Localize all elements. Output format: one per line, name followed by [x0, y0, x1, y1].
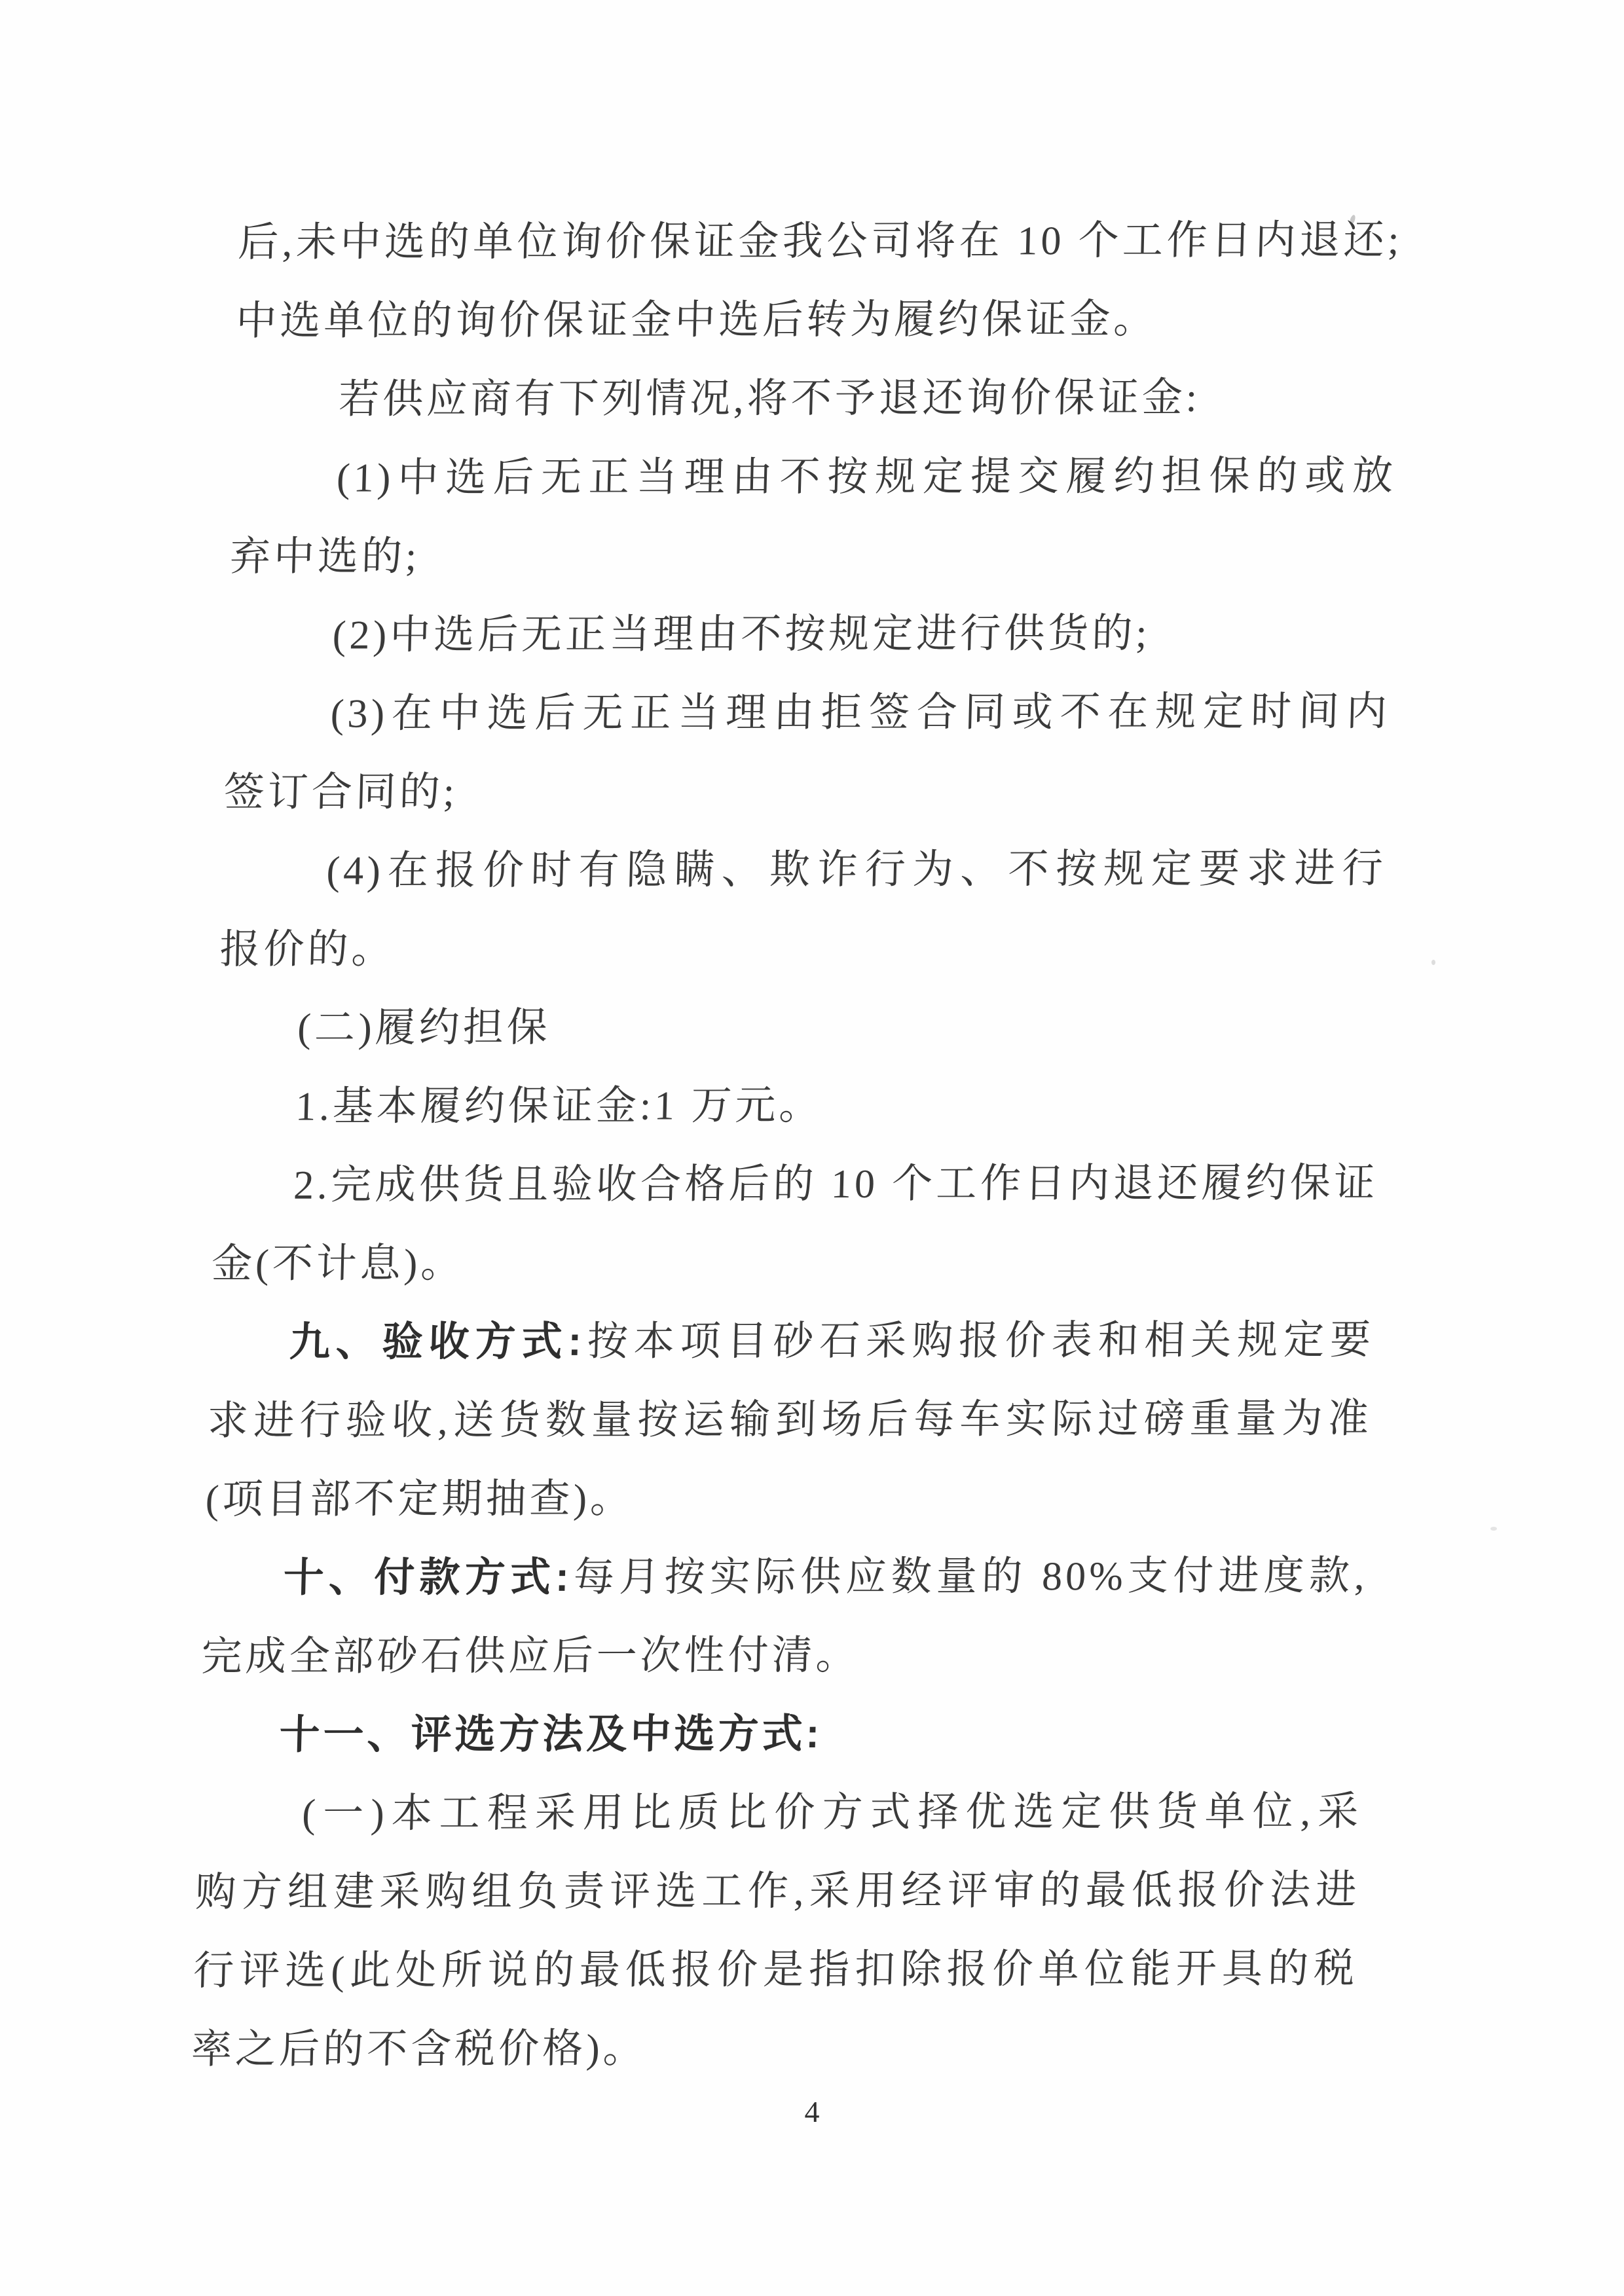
- text-line list-item: [225, 672, 1391, 754]
- line-text: 行评选(此处所说的最低报价是指扣除报价单位能开具的税: [193, 1946, 1359, 1994]
- line-text: (2)中选后无正当理由不按规定进行供货的;: [332, 611, 1151, 658]
- text-line subsection-title: [217, 987, 1383, 1068]
- scan-speck: [1490, 1527, 1497, 1531]
- line-text: (二)履约担保: [297, 1005, 551, 1051]
- scan-speck: [1431, 960, 1435, 965]
- text-line: [223, 751, 1389, 832]
- line-text: 弃中选的;: [229, 534, 421, 579]
- line-text: (项目部不定期抽查)。: [204, 1476, 635, 1522]
- line-text: 2.完成供货且验收合格后的 10 个工作日内退还履约保证: [293, 1161, 1379, 1208]
- text-line: [215, 1065, 1381, 1146]
- text-line list-item: [221, 829, 1387, 911]
- line-text: (4)在报价时有隐瞒、欺诈行为、不按规定要求进行: [325, 847, 1387, 894]
- section-heading: 九、验收方式:: [289, 1319, 585, 1365]
- text-line: [235, 280, 1401, 361]
- line-text: 若供应商有下列情况,将不予退还询价保证金:: [338, 375, 1201, 422]
- line-text: 购方组建采购组负责评选工作,采用经评审的最低报价法进: [194, 1868, 1361, 1916]
- text-line: [196, 1772, 1363, 1853]
- text-line: [191, 2008, 1357, 2089]
- line-text: 金(不计息)。: [211, 1241, 466, 1286]
- text-line section: [208, 1301, 1375, 1382]
- text-line: [237, 201, 1403, 282]
- text-line: [193, 1929, 1359, 2011]
- text-line section: [198, 1694, 1365, 1775]
- text-line: [233, 358, 1399, 439]
- text-line section: [202, 1537, 1369, 1618]
- text-line list-item: [231, 437, 1397, 518]
- line-text: (1)中选后无正当理由不按规定提交履约担保的或放: [336, 454, 1397, 501]
- text-line: [194, 1851, 1361, 1932]
- text-line: [213, 1144, 1379, 1225]
- text-line: [211, 1222, 1377, 1303]
- text-line list-item: [227, 594, 1393, 675]
- line-text: 完成全部砂石供应后一次性付清。: [200, 1633, 860, 1679]
- text-line: [200, 1615, 1367, 1696]
- line-text: 每月按实际供应数量的 80%支付进度款,: [571, 1554, 1369, 1600]
- line-text: 中选单位的询价保证金中选后转为履约保证金。: [235, 297, 1158, 344]
- line-text: 按本项目砂石采购报价表和相关规定要: [584, 1318, 1375, 1364]
- section-heading: 十一、评选方法及中选方式:: [278, 1711, 824, 1758]
- line-text: (一)本工程采用比质比价方式择优选定供货单位,采: [301, 1789, 1363, 1836]
- line-text: (3)在中选后无正当理由拒签合同或不在规定时间内: [329, 689, 1391, 737]
- text-line: [206, 1379, 1373, 1461]
- section-heading: 十、付款方式:: [282, 1554, 573, 1601]
- page-number: 4: [804, 2095, 820, 2128]
- text-line: [204, 1458, 1371, 1539]
- line-text: 求进行验收,送货数量按运输到场后每车实际过磅重量为准: [207, 1396, 1373, 1444]
- line-text: 后,未中选的单位询价保证金我公司将在 10 个工作日内退还;: [237, 218, 1403, 265]
- line-text: 报价的。: [219, 927, 396, 972]
- line-text: 签订合同的;: [223, 770, 458, 815]
- text-line: [219, 908, 1385, 989]
- document-body: [191, 201, 1403, 2089]
- text-line: [229, 515, 1395, 596]
- line-text: 率之后的不含税价格)。: [191, 2026, 648, 2073]
- line-text: 1.基本履约保证金:1 万元。: [295, 1083, 824, 1129]
